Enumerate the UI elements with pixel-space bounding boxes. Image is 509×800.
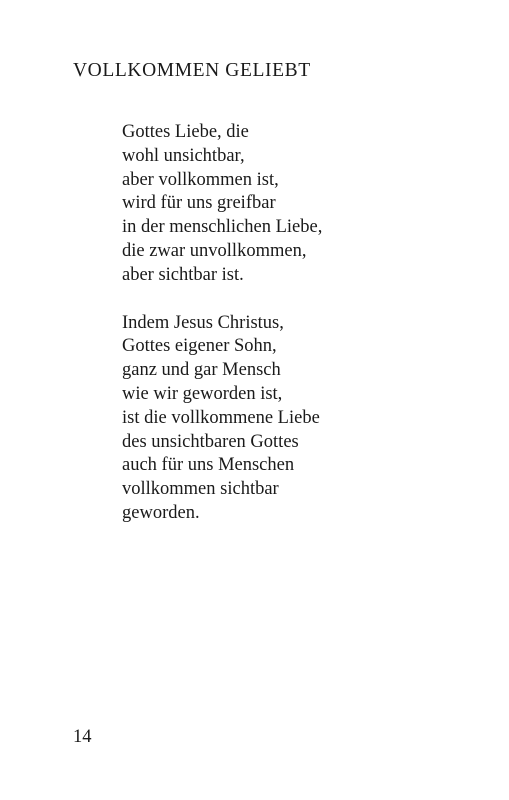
poem-line: ist die vollkommene Liebe	[122, 407, 320, 428]
poem-body	[122, 121, 322, 550]
poem-line: des unsichtbaren Gottes	[122, 431, 299, 452]
page-number: 14	[73, 727, 92, 747]
poem-line: vollkommen sichtbar	[122, 479, 279, 500]
poem-line: Indem Jesus Christus,	[122, 312, 284, 333]
poem-line: wohl unsichtbar,	[122, 145, 245, 166]
stanza	[122, 121, 322, 288]
poem-line: Gottes eigener Sohn,	[122, 336, 277, 357]
stanza	[122, 312, 322, 526]
poem-line: wie wir geworden ist,	[122, 383, 283, 404]
poem-line: in der menschlichen Liebe,	[122, 217, 323, 238]
poem-line: aber vollkommen ist,	[122, 169, 279, 190]
poem-line: ganz und gar Mensch	[122, 360, 281, 381]
poem-title: VOLLKOMMEN GELIEBT	[73, 60, 311, 81]
poem-line: wird für uns greifbar	[122, 193, 276, 214]
poem-line: die zwar unvollkommen,	[122, 240, 307, 261]
poem-line: auch für uns Menschen	[122, 455, 295, 476]
poem-line: geworden.	[122, 502, 200, 523]
poem-line: Gottes Liebe, die	[122, 122, 249, 142]
poem-line: aber sichtbar ist.	[122, 264, 244, 285]
